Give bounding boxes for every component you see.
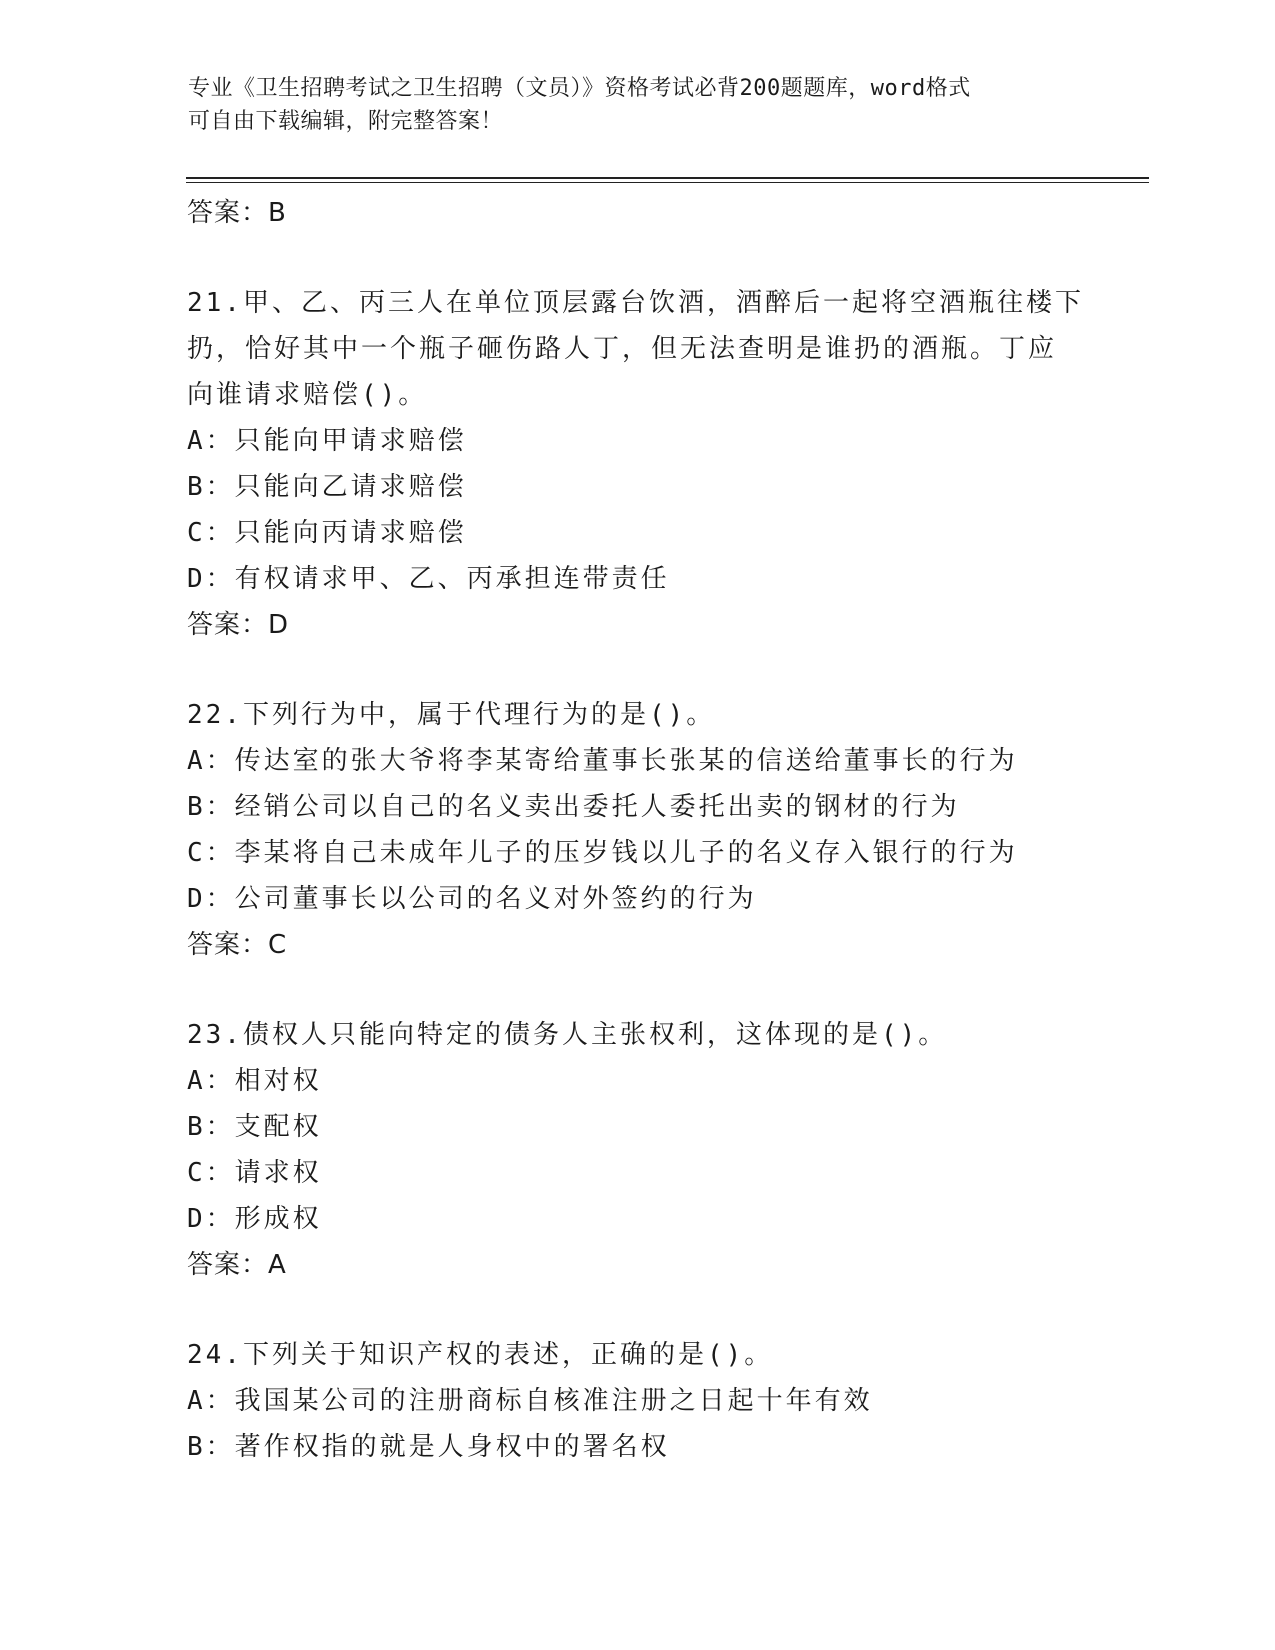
question-stem-line: 22.下列行为中，属于代理行为的是()。	[187, 700, 716, 730]
option-b: B：经销公司以自己的名义卖出委托人委托出卖的钢材的行为	[187, 792, 960, 822]
document-body	[187, 190, 1087, 1470]
question-23	[187, 1012, 1087, 1288]
option-b: B：只能向乙请求赔偿	[187, 472, 467, 502]
question-stem-line: 向谁请求赔偿()。	[187, 380, 428, 410]
answer: 答案：A	[187, 1250, 287, 1280]
document-header	[188, 72, 1088, 138]
header-line-1: 专业《卫生招聘考试之卫生招聘（文员）》资格考试必背200题题库，word格式	[188, 76, 971, 101]
question-stem-line: 21.甲、乙、丙三人在单位顶层露台饮酒，酒醉后一起将空酒瓶往楼下	[187, 288, 1084, 318]
previous-answer: 答案：B	[187, 198, 287, 228]
question-22	[187, 692, 1087, 968]
option-b: B：支配权	[187, 1112, 322, 1142]
header-line-2: 可自由下载编辑，附完整答案！	[188, 109, 504, 134]
option-c: C：只能向丙请求赔偿	[187, 518, 467, 548]
option-d: D：有权请求甲、乙、丙承担连带责任	[187, 564, 670, 594]
option-c: C：请求权	[187, 1158, 322, 1188]
question-stem-line: 24.下列关于知识产权的表述，正确的是()。	[187, 1340, 774, 1370]
option-d: D：形成权	[187, 1204, 322, 1234]
option-a: A：传达室的张大爷将李某寄给董事长张某的信送给董事长的行为	[187, 746, 1018, 776]
answer: 答案：C	[187, 930, 288, 960]
question-24	[187, 1332, 1087, 1470]
option-c: C：李某将自己未成年儿子的压岁钱以儿子的名义存入银行的行为	[187, 838, 1018, 868]
option-b: B：著作权指的就是人身权中的署名权	[187, 1432, 670, 1462]
option-d: D：公司董事长以公司的名义对外签约的行为	[187, 884, 757, 914]
option-a: A：我国某公司的注册商标自核准注册之日起十年有效	[187, 1386, 873, 1416]
option-a: A：只能向甲请求赔偿	[187, 426, 467, 456]
option-a: A：相对权	[187, 1066, 322, 1096]
question-stem-line: 23.债权人只能向特定的债务人主张权利，这体现的是()。	[187, 1020, 948, 1050]
header-divider-thick	[186, 177, 1149, 179]
question-21	[187, 280, 1087, 648]
header-divider-thin	[186, 182, 1149, 183]
answer: 答案：D	[187, 610, 290, 640]
question-stem-line: 扔，恰好其中一个瓶子砸伤路人丁，但无法查明是谁扔的酒瓶。丁应	[187, 334, 1058, 364]
